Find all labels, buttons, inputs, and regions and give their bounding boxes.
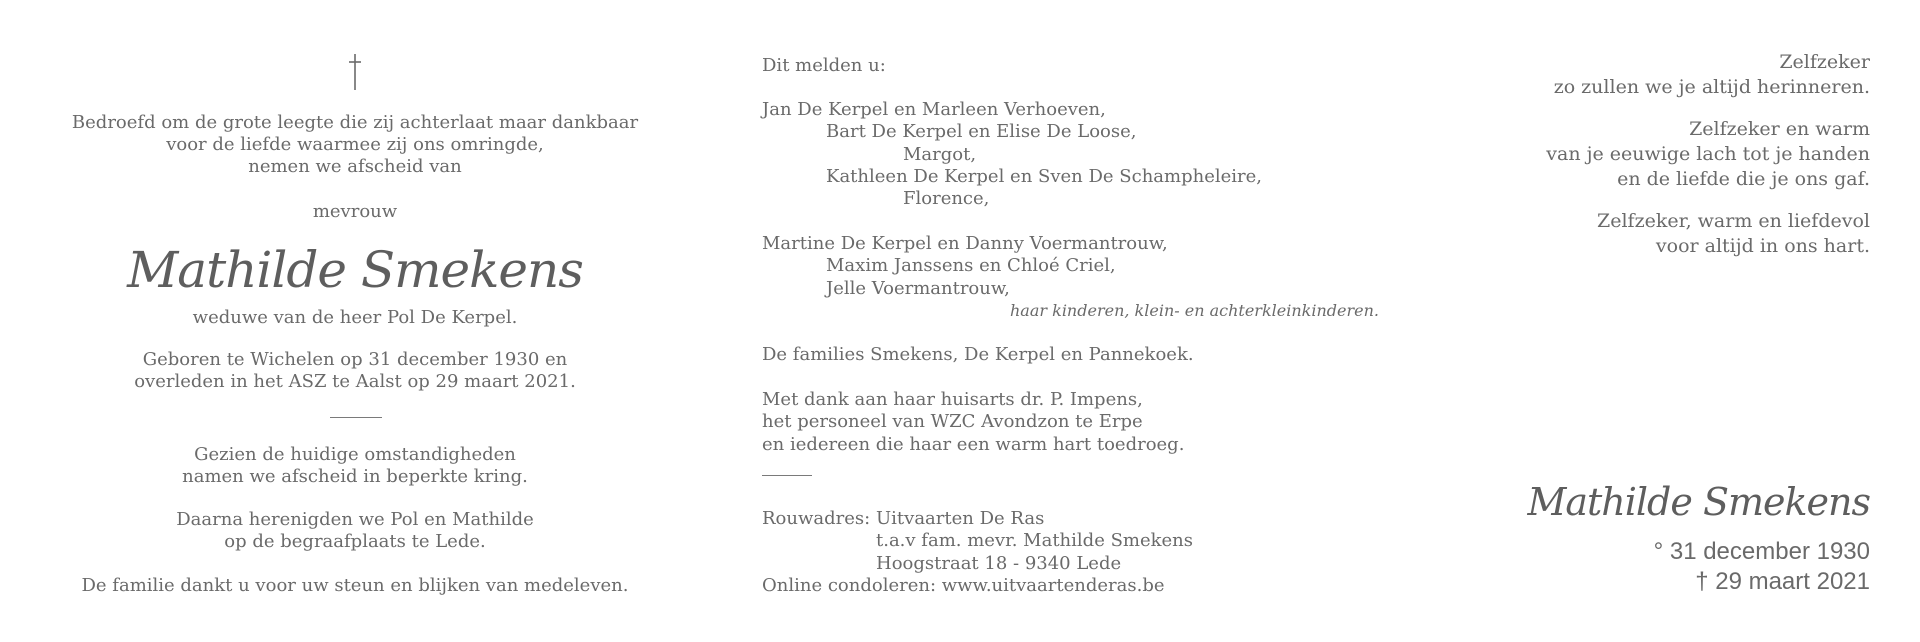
address-line: Uitvaarten De Ras: [876, 508, 1045, 529]
burial-text: [40, 509, 670, 553]
left-panel: [40, 0, 670, 642]
families-text: De families Smekens, De Kerpel en Pannekoek.: [762, 344, 1194, 365]
gratitude-line: Met dank aan haar huisarts dr. P. Impens,: [762, 389, 1143, 410]
death-line: overleden in het ASZ te Aalst op 29 maart 2021.: [134, 371, 576, 392]
address-line: Hoogstraat 18 - 9340 Lede: [876, 553, 1122, 574]
family-note: haar kinderen, klein- en achterkleinkinderen.: [1010, 301, 1379, 320]
poem-line: van je eeuwige lach tot je handen: [1546, 143, 1870, 165]
cross-icon: [40, 52, 670, 98]
poem-line: en de liefde die je ons gaf.: [1617, 168, 1870, 190]
thanks-text: De familie dankt u voor uw steun en blijken van medeleven.: [81, 575, 629, 596]
circumstances-line: namen we afscheid in beperkte kring.: [182, 466, 528, 487]
family-member: Martine De Kerpel en Danny Voermantrouw,: [762, 233, 1168, 254]
middle-panel: [762, 0, 1482, 642]
right-panel: [1500, 0, 1870, 642]
family-member: Jan De Kerpel en Marleen Verhoeven,: [762, 99, 1106, 120]
family-member: Kathleen De Kerpel en Sven De Schampheleire,: [826, 166, 1263, 187]
intro-line: voor de liefde waarmee zij ons omringde,: [166, 134, 544, 155]
death-date: † 29 maart 2021: [1695, 568, 1870, 595]
intro-text: [40, 112, 670, 178]
family-member: Florence,: [903, 188, 990, 209]
widow-text: weduwe van de heer Pol De Kerpel.: [192, 307, 518, 328]
divider: [330, 417, 382, 418]
online-condolence: Online condoleren: www.uitvaartenderas.be: [762, 575, 1165, 596]
family-member: Jelle Voermantrouw,: [826, 278, 1010, 299]
gratitude-line: het personeel van WZC Avondzon te Erpe: [762, 411, 1143, 432]
family-member: Margot,: [903, 144, 977, 165]
circumstances-line: Gezien de huidige omstandigheden: [194, 444, 516, 465]
divider: [762, 475, 812, 476]
birth-death-text: [40, 349, 670, 393]
family-member: Maxim Janssens en Chloé Criel,: [826, 255, 1116, 276]
intro-line: Bedroefd om de grote leegte die zij achterlaat maar dankbaar: [71, 112, 639, 133]
poem-line: Zelfzeker, warm en liefdevol: [1597, 210, 1870, 232]
address-label: Rouwadres:: [762, 508, 871, 529]
burial-line: op de begraafplaats te Lede.: [224, 531, 486, 552]
title-text: mevrouw: [312, 201, 398, 222]
poem-line: zo zullen we je altijd herinneren.: [1553, 76, 1870, 98]
birth-line: Geboren te Wichelen op 31 december 1930 en: [142, 349, 568, 370]
intro-line: nemen we afscheid van: [248, 156, 462, 177]
circumstances-text: [40, 444, 670, 488]
poem-line: Zelfzeker: [1779, 51, 1870, 73]
deceased-name: Mathilde Smekens: [127, 241, 583, 299]
address-line: t.a.v fam. mevr. Mathilde Smekens: [876, 530, 1194, 551]
burial-line: Daarna herenigden we Pol en Mathilde: [176, 509, 534, 530]
gratitude-line: en iedereen die haar een warm hart toedroeg.: [762, 434, 1185, 455]
announce-text: Dit melden u:: [762, 55, 886, 76]
birth-date: ° 31 december 1930: [1653, 538, 1870, 565]
family-member: Bart De Kerpel en Elise De Loose,: [826, 121, 1137, 142]
poem-line: voor altijd in ons hart.: [1655, 235, 1870, 257]
signature-name: Mathilde Smekens: [1527, 480, 1870, 524]
poem-line: Zelfzeker en warm: [1689, 118, 1870, 140]
